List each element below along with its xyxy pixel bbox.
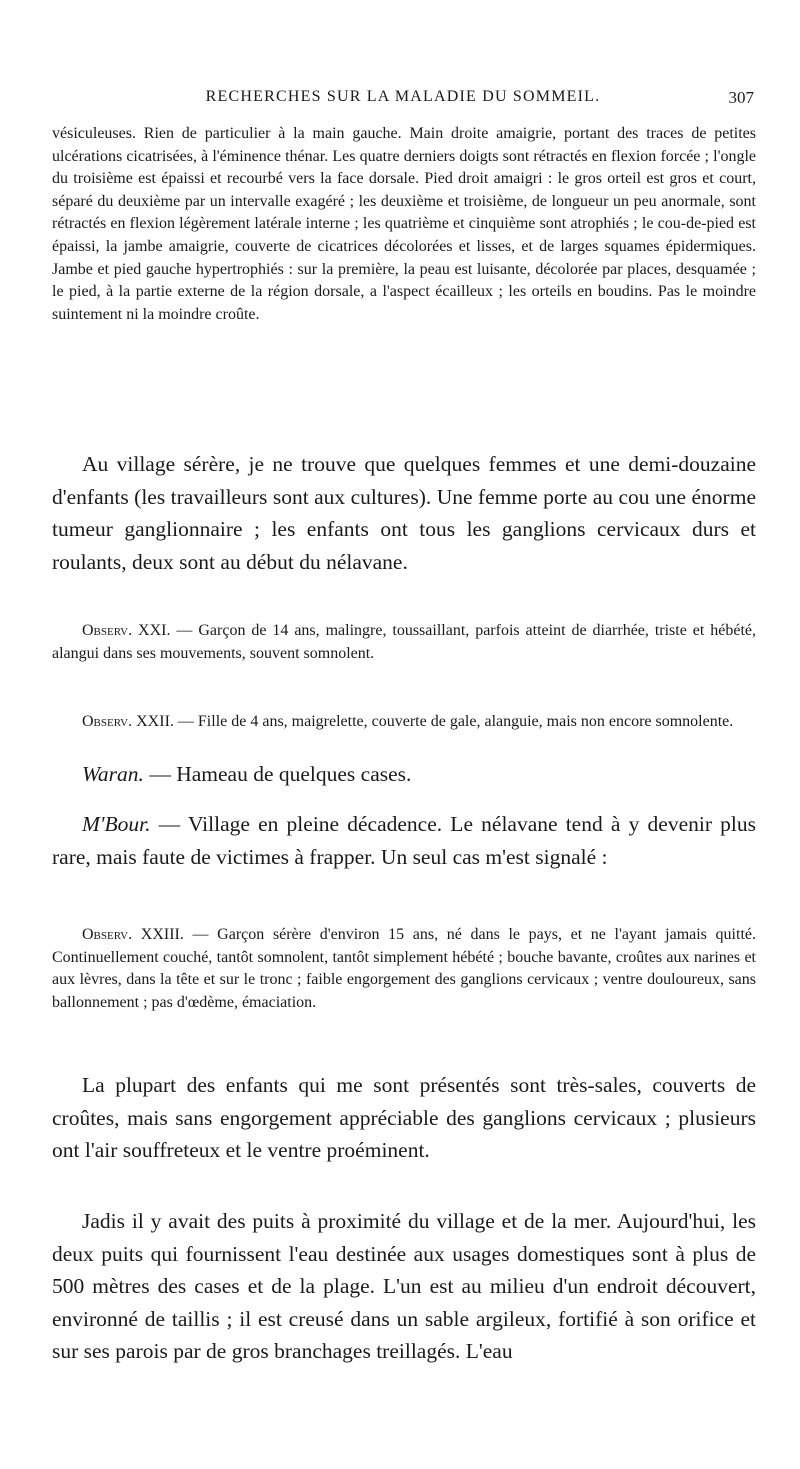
place-text: — Village en pleine décadence. Le nélavane tend à y devenir plus rare, mais faute de victimes à frapper. Un seul cas m'est signalé :: [52, 812, 756, 869]
observation-continuation: vésiculeuses. Rien de particulier à la main gauche. Main droite amaigrie, portant des traces de petites ulcérations cicatrisées, à l'éminence thénar. Les quatre derniers doigts sont rétractés en flexion forcée ; l'ongle du troisième est épaissi et recourbé vers la face dorsale. Pied droit amaigri : le gros orteil est gros et court, séparé du deuxième par un intervalle exagéré ; les deuxième et troisième, de longueur un peu anormale, sont rétractés en flexion légèrement latérale interne ; les quatrième et cinquième sont atrophiés ; le cou-de-pied est épaissi, la jambe amaigrie, couverte de cicatrices décolorées et lisses, et de larges squames épidermiques. Jambe et pied gauche hypertrophiés : sur la première, la peau est luisante, décolorée par places, desquamée ; le pied, à la partie externe de la région dorsale, a l'aspect écailleux ; les orteils en boudins. Pas le moindre suintement ni la moindre croûte.: [52, 125, 756, 323]
observation-text: — Fille de 4 ans, maigrelette, couverte de gale, alanguie, mais non encore somnolente.: [173, 713, 734, 730]
page-number: 307: [728, 88, 754, 107]
observation-label: Observ. XXI.: [82, 622, 171, 639]
place-name: M'Bour.: [82, 812, 151, 836]
page-header: [52, 88, 754, 110]
observation-23: [52, 924, 756, 1014]
place-text: — Hameau de quelques cases.: [143, 762, 412, 786]
observation-22: [52, 711, 756, 734]
observation-label: Observ. XXIII.: [82, 926, 184, 943]
paragraph-waran: [52, 758, 756, 791]
paragraph-mbour: [52, 808, 756, 873]
observation-21: [52, 620, 756, 665]
paragraph-puits: Jadis il y avait des puits à proximité du village et de la mer. Aujourd'hui, les deux puits qui fournissent l'eau destinée aux usages domestiques sont à plus de 500 mètres des cases et de la plage. L'un est au milieu d'un endroit découvert, environné de taillis ; il est creusé dans un sable argileux, fortifié à son orifice et sur ses parois par de gros branchages treillagés. L'eau: [52, 1209, 756, 1364]
place-name: Waran.: [82, 762, 144, 786]
paragraph-enfants: La plupart des enfants qui me sont présentés sont très-sales, couverts de croûtes, mais sans engorgement appréciable des ganglions cervicaux ; plusieurs ont l'air souffreteux et le ventre proéminent.: [52, 1073, 756, 1163]
observation-label: Observ. XXII.: [82, 713, 174, 730]
observation-text: — Garçon sérère d'environ 15 ans, né dans le pays, et ne l'ayant jamais quitté. Continuellement couché, tantôt somnolent, tantôt simplement hébété ; bouche bavante, croûtes aux narines et aux lèvres, dans la tête et sur le tronc ; faible engorgement des ganglions cervicaux ; ventre douloureux, sans ballonnement ; pas d'œdème, émaciation.: [52, 926, 756, 1011]
paragraph-village-serere: Au village sérère, je ne trouve que quelques femmes et une demi-douzaine d'enfants (les travailleurs sont aux cultures). Une femme porte au cou une énorme tumeur ganglionnaire ; les enfants ont tous les ganglions cervicaux durs et roulants, deux sont au début du nélavane.: [52, 452, 756, 574]
running-title: RECHERCHES SUR LA MALADIE DU SOMMEIL.: [205, 88, 601, 105]
observation-text: — Garçon de 14 ans, malingre, toussaillant, parfois atteint de diarrhée, triste et hébété, alangui dans ses mouvements, souvent somnolent.: [52, 622, 756, 662]
